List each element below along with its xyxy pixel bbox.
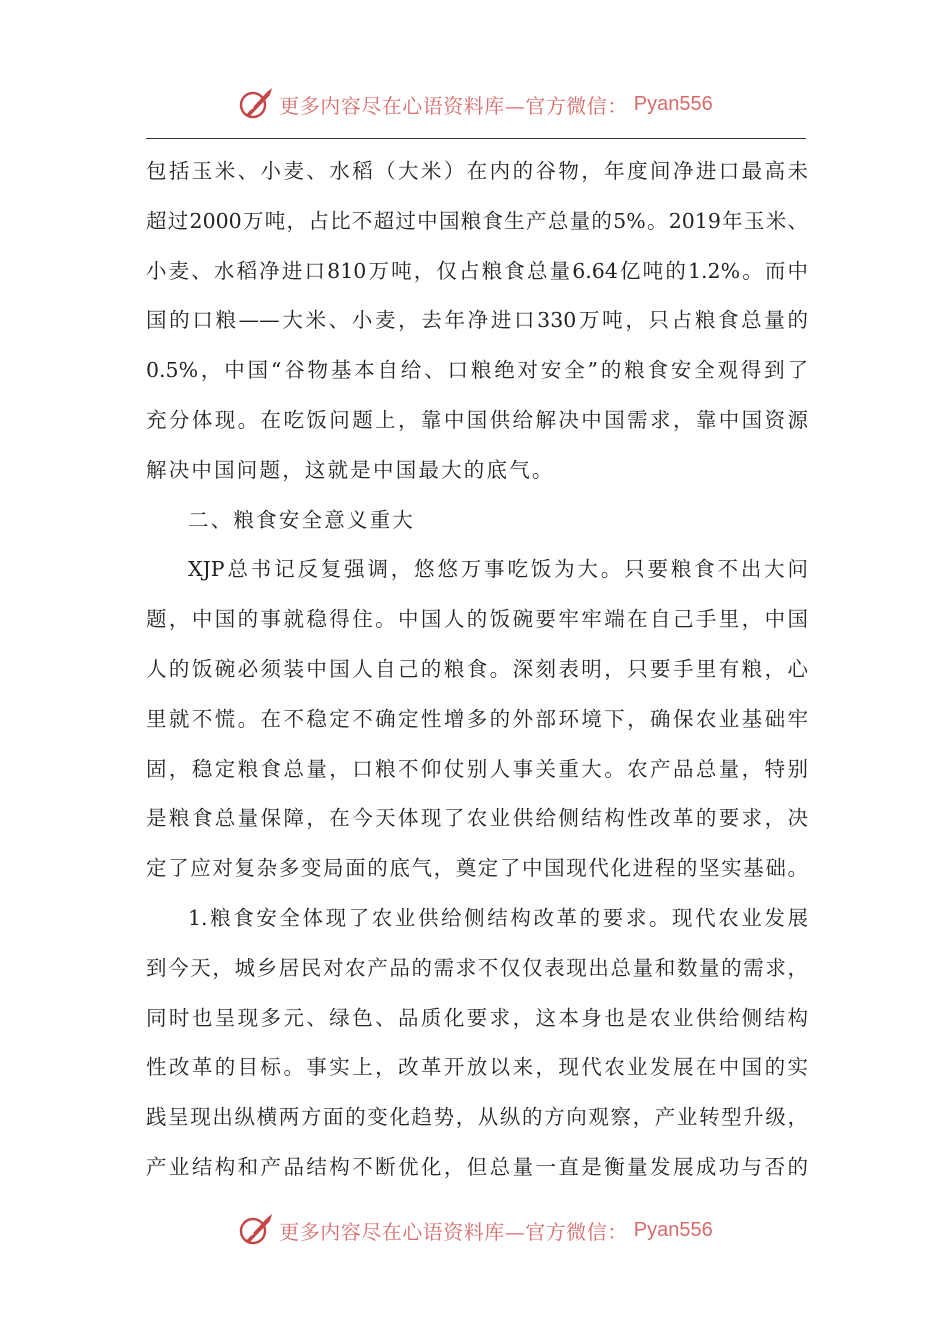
paragraph-line: 国的口粮——大米、小麦，去年净进口330万吨，只占粮食总量的: [146, 308, 808, 333]
banner-text: 更多内容尽在心语资料库—官方微信：: [279, 1219, 628, 1244]
header-banner: [0, 80, 950, 128]
paragraph-line: XJP总书记反复强调，悠悠万事吃饭为大。只要粮食不出大问: [188, 557, 808, 582]
paragraph-line: 产业结构和产品结构不断优化，但总量一直是衡量发展成功与否的: [146, 1154, 808, 1179]
paragraph-line: 超过2000万吨，占比不超过中国粮食生产总量的5%。2019年玉米、: [146, 208, 808, 233]
paragraph-line: 性改革的目标。事实上，改革开放以来，现代农业发展在中国的实: [146, 1055, 808, 1080]
paragraph-line: 充分体现。在吃饭问题上，靠中国供给解决中国需求，靠中国资源: [146, 407, 808, 432]
paragraph-line: 同时也呈现多元、绿色、品质化要求，这本身也是农业供给侧结构: [146, 1005, 808, 1030]
paragraph-line: 里就不慌。在不稳定不确定性增多的外部环境下，确保农业基础牢: [146, 706, 808, 731]
section-heading: 二、粮食安全意义重大: [188, 507, 415, 532]
banner-text: 更多内容尽在心语资料库—官方微信：: [279, 93, 628, 118]
paragraph-line: 1.粮食安全体现了农业供给侧结构改革的要求。现代农业发展: [188, 905, 808, 930]
quill-pen-logo-icon: [237, 1212, 273, 1248]
wechat-id: Pyan556: [633, 1218, 713, 1241]
paragraph-line: 小麦、水稻净进口810万吨，仅占粮食总量6.64亿吨的1.2%。而中: [146, 258, 808, 283]
header-divider: [146, 138, 806, 139]
paragraph-line: 解决中国问题，这就是中国最大的底气。: [146, 457, 555, 482]
paragraph-line: 人的饭碗必须装中国人自己的粮食。深刻表明，只要手里有粮，心: [146, 656, 808, 681]
document-body: [146, 151, 808, 1197]
paragraph-line: 题，中国的事就稳得住。中国人的饭碗要牢牢端在自己手里，中国: [146, 607, 808, 632]
paragraph-line: 到今天，城乡居民对农产品的需求不仅仅表现出总量和数量的需求，: [146, 955, 808, 980]
footer-banner: [0, 1206, 950, 1254]
paragraph-line: 是粮食总量保障，在今天体现了农业供给侧结构性改革的要求，决: [146, 806, 808, 831]
quill-pen-logo-icon: [237, 86, 273, 122]
paragraph-line: 固，稳定粮食总量，口粮不仰仗别人事关重大。农产品总量，特别: [146, 756, 808, 781]
paragraph-line: 包括玉米、小麦、水稻（大米）在内的谷物，年度间净进口最高未: [146, 159, 808, 183]
paragraph-line: 践呈现出纵横两方面的变化趋势，从纵的方向观察，产业转型升级，: [146, 1105, 808, 1130]
paragraph-line: 定了应对复杂多变局面的底气，奠定了中国现代化进程的坚实基础。: [146, 856, 808, 881]
wechat-id: Pyan556: [633, 92, 713, 115]
paragraph-line: 0.5%，中国“谷物基本自给、口粮绝对安全”的粮食安全观得到了: [146, 358, 808, 383]
